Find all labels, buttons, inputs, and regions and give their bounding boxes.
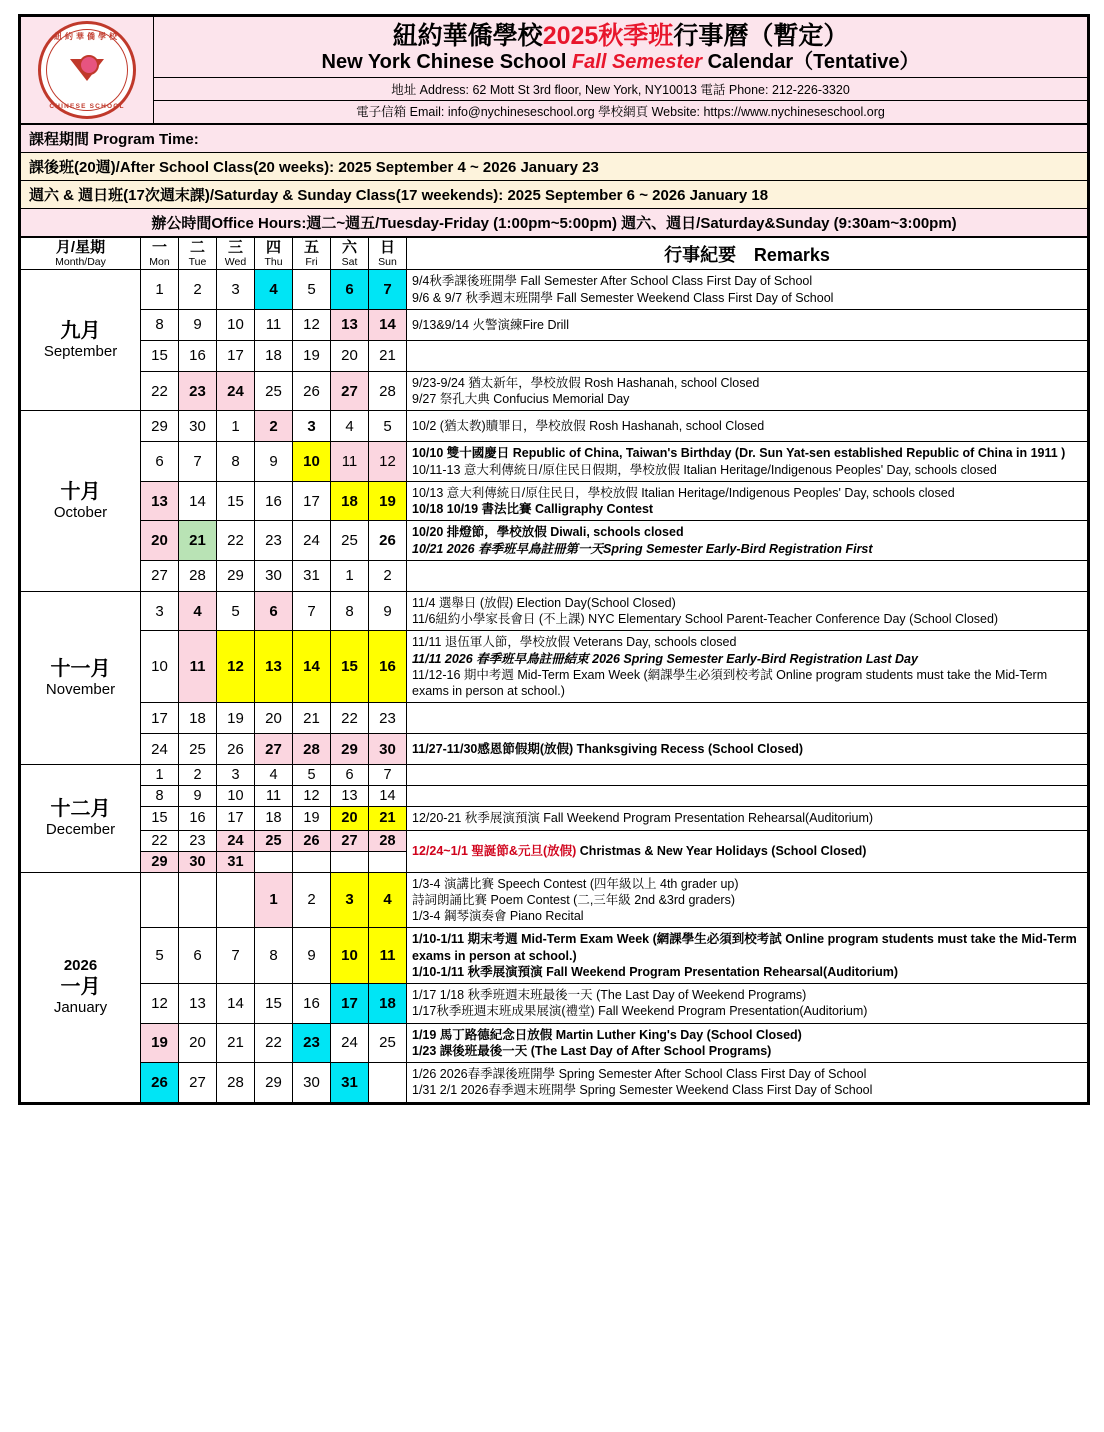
calendar-week-row [21,1023,1088,1063]
day-cell: 6 [255,591,293,631]
day-cell: 8 [331,591,369,631]
month-day-header-cn: 月/星期 [55,239,106,256]
remarks-cell: 9/4秋季課後班開學 Fall Semester After School Class First Day of School 9/6 & 9/7 秋季週末班開學 Fall Semester Weekend Class First Day of School [407,270,1088,310]
day-cell: 3 [331,872,369,928]
day-cell: 10 [293,442,331,482]
day-cell: 8 [255,928,293,984]
weekday-header-wed [217,238,255,270]
calendar-week-row [21,928,1088,984]
day-cell: 5 [141,928,179,984]
day-cell: 24 [293,521,331,561]
day-cell [217,872,255,928]
calendar-week-row [21,830,1088,851]
day-cell: 25 [369,1023,407,1063]
day-cell: 5 [369,411,407,442]
day-cell: 21 [369,807,407,830]
day-cell: 7 [369,765,407,786]
day-cell: 10 [217,786,255,807]
title-en-part2: Calendar（Tentative） [707,51,920,74]
day-cell: 6 [331,765,369,786]
day-cell: 15 [331,631,369,703]
title-cn-highlight: 2025秋季班 [542,21,674,50]
day-cell: 18 [369,984,407,1024]
calendar-week-row [21,765,1088,786]
day-cell: 2 [369,560,407,591]
day-cell: 12 [217,631,255,703]
seal-bottom-text: CHINESE SCHOOL [49,103,125,110]
calendar-head-row [21,238,1088,270]
remarks-cell: 10/2 (猶太教)贖罪日，學校放假 Rosh Hashanah, school Closed [407,411,1088,442]
seal-emblem-icon [70,53,104,87]
day-cell: 24 [331,1023,369,1063]
remarks-cell: 10/10 雙十國慶日 Republic of China, Taiwan's Birthday (Dr. Sun Yat-sen established Republic of China in 1911 ) 10/11-13 意大利傳統日/原住民日假期，學校放假 Italian Heritage/Indigenous Peoples' Day, schools closed [407,442,1088,482]
calendar-week-row [21,984,1088,1024]
day-cell: 13 [179,984,217,1024]
day-cell: 8 [141,309,179,340]
calendar-week-row [21,786,1088,807]
calendar-week-row [21,872,1088,928]
day-cell: 26 [369,521,407,561]
day-cell: 6 [331,270,369,310]
day-cell: 21 [369,340,407,371]
day-cell: 26 [217,734,255,765]
day-cell: 5 [293,270,331,310]
remarks-cell: 1/19 馬丁路德紀念日放假 Martin Luther King's Day (School Closed) 1/23 課後班最後一天 (The Last Day of After School Programs) [407,1023,1088,1063]
day-cell: 28 [179,560,217,591]
remarks-cell: 12/20-21 秋季展演預演 Fall Weekend Program Presentation Rehearsal(Auditorium) [407,807,1088,830]
day-cell: 19 [293,807,331,830]
weekday-en: Fri [305,256,318,269]
day-cell: 4 [369,872,407,928]
calendar-week-row [21,1063,1088,1103]
day-cell: 17 [217,340,255,371]
day-cell: 28 [217,1063,255,1103]
calendar-week-row [21,521,1088,561]
day-cell: 14 [217,984,255,1024]
day-cell: 12 [369,442,407,482]
day-cell: 27 [141,560,179,591]
month-day-header-en: Month/Day [55,256,106,269]
title-en-part1: New York Chinese School [321,51,567,74]
office-hours-line: 辦公時間Office Hours:週二~週五/Tuesday-Friday (1:00pm~5:00pm) 週六、週日/Saturday&Sunday (9:30am~3:00pm) [21,209,1088,237]
day-cell: 2 [179,765,217,786]
day-cell: 24 [217,830,255,851]
month-name-cn: 一月 [60,976,101,999]
day-cell: 15 [217,481,255,521]
day-cell: 27 [179,1063,217,1103]
remarks-cell: 10/13 意大利傳統日/原住民日，學校放假 Italian Heritage/Indigenous Peoples' Day, schools closed 10/18 10/19 書法比賽 Calligraphy Contest [407,481,1088,521]
day-cell: 28 [369,830,407,851]
weekday-en: Wed [224,256,247,269]
day-cell: 3 [293,411,331,442]
day-cell: 10 [217,309,255,340]
day-cell: 26 [141,1063,179,1103]
day-cell: 13 [141,481,179,521]
calendar-week-row [21,807,1088,830]
day-cell: 22 [331,703,369,734]
day-cell: 25 [331,521,369,561]
program-time-label: 課程期間 Program Time: [21,125,1088,153]
calendar-week-row [21,703,1088,734]
calendar-table [20,237,1088,1103]
day-cell: 23 [255,521,293,561]
day-cell: 15 [255,984,293,1024]
weekday-cn: 三 [227,239,243,256]
month-name-en: November [45,681,116,699]
title-cn-part1: 紐約華僑學校 [392,21,543,50]
day-cell: 12 [293,309,331,340]
day-cell: 11 [369,928,407,984]
weekday-en: Thu [264,256,283,269]
day-cell: 28 [369,371,407,411]
day-cell: 15 [141,340,179,371]
day-cell: 4 [179,591,217,631]
month-label-october [21,411,141,592]
day-cell: 1 [141,270,179,310]
day-cell [141,872,179,928]
remarks-cell [407,765,1088,786]
calendar-header-row [21,238,1088,270]
title-en-highlight: Fall Semester [571,51,703,74]
day-cell: 6 [179,928,217,984]
day-cell: 27 [331,371,369,411]
address-line: 地址 Address: 62 Mott St 3rd floor, New York, NY10013 電話 Phone: 212-226-3320 [154,78,1088,100]
remarks-cell: 9/23-9/24 猶太新年，學校放假 Rosh Hashanah, school Closed 9/27 祭孔大典 Confucius Memorial Day [407,371,1088,411]
day-cell: 16 [255,481,293,521]
calendar-week-row [21,371,1088,411]
day-cell: 16 [179,807,217,830]
day-cell: 26 [293,830,331,851]
day-cell: 9 [369,591,407,631]
seal-top-text: 紐約華僑學校 [54,32,120,41]
calendar-week-row [21,734,1088,765]
month-label-january [21,872,141,1102]
month-name-en: January [53,999,108,1017]
school-seal-logo [21,17,154,124]
month-label-september [21,270,141,411]
document-header [20,16,1088,124]
day-cell: 20 [331,340,369,371]
remarks-cell: 9/13&9/14 火警演練Fire Drill [407,309,1088,340]
remarks-cell: 1/10-1/11 期末考週 Mid-Term Exam Week (網課學生必須到校考試 Online program students must take the Mid-Term exams in person at school.) 1/10-1/11 秋季展演預演 Fall Weekend Program Presentation Rehearsal(Auditorium) [407,928,1088,984]
weekday-header-sat [331,238,369,270]
day-cell: 20 [179,1023,217,1063]
day-cell: 2 [179,270,217,310]
title-cn-part2: 行事曆（暫定） [673,21,849,50]
month-label-december [21,765,141,872]
weekday-header-thu [255,238,293,270]
day-cell: 7 [217,928,255,984]
day-cell: 2 [255,411,293,442]
day-cell: 21 [179,521,217,561]
day-cell: 21 [217,1023,255,1063]
day-cell: 23 [369,703,407,734]
day-cell: 20 [255,703,293,734]
day-cell: 18 [331,481,369,521]
remarks-header-cn: 行事紀要 [664,244,737,265]
day-cell: 19 [369,481,407,521]
weekday-cn: 四 [265,239,281,256]
remarks-header [407,238,1088,270]
day-cell: 1 [141,765,179,786]
weekend-class-line: 週六 & 週日班(17次週末課)/Saturday & Sunday Class(17 weekends): 2025 September 6 ~ 2026 January 18 [21,181,1088,209]
weekday-cn: 一 [151,239,167,256]
month-day-header [21,238,141,270]
day-cell: 29 [331,734,369,765]
weekday-cn: 六 [341,239,357,256]
day-cell: 17 [331,984,369,1024]
calendar-week-row [21,560,1088,591]
remarks-cell: 12/24~1/1 聖誕節&元旦(放假) Christmas & New Year Holidays (School Closed) [407,830,1088,872]
month-name-cn: 九月 [60,320,101,343]
day-cell: 14 [369,309,407,340]
day-cell: 5 [217,591,255,631]
month-label-november [21,591,141,765]
month-name-cn: 十月 [60,481,101,504]
day-cell: 3 [217,765,255,786]
day-cell: 24 [217,371,255,411]
day-cell: 23 [293,1023,331,1063]
remarks-cell: 1/3-4 演講比賽 Speech Contest (四年級以上 4th grader up) 詩詞朗誦比賽 Poem Contest (二,三年級 2nd &3rd graders) 1/3-4 鋼琴演奏會 Piano Recital [407,872,1088,928]
day-cell: 11 [179,631,217,703]
calendar-week-row [21,591,1088,631]
title-chinese [160,22,1081,51]
day-cell: 31 [331,1063,369,1103]
month-name-cn: 十二月 [50,798,111,821]
weekday-header-tue [179,238,217,270]
remarks-cell: 11/4 選舉日 (放假) Election Day(School Closed) 11/6紐約小學家長會日 (不上課) NYC Elementary School Parent-Teacher Conference Day (School Closed) [407,591,1088,631]
day-cell: 2 [293,872,331,928]
day-cell: 9 [293,928,331,984]
day-cell: 29 [141,411,179,442]
day-cell: 16 [369,631,407,703]
weekday-header-mon [141,238,179,270]
day-cell [255,851,293,872]
remarks-cell: 1/17 1/18 秋季班週末班最後一天 (The Last Day of Weekend Programs) 1/17秋季班週末班成果展演(禮堂) Fall Weekend Program Presentation(Auditorium) [407,984,1088,1024]
remarks-cell [407,786,1088,807]
day-cell: 30 [369,734,407,765]
day-cell: 10 [141,631,179,703]
day-cell: 18 [255,340,293,371]
day-cell: 16 [293,984,331,1024]
day-cell: 23 [179,371,217,411]
calendar-week-row [21,411,1088,442]
remarks-cell: 1/26 2026春季課後班開學 Spring Semester After School Class First Day of School 1/31 2/1 2026春季週末班開學 Spring Semester Weekend Class First Day of School [407,1063,1088,1103]
day-cell [369,1063,407,1103]
remarks-cell [407,340,1088,371]
day-cell: 8 [217,442,255,482]
day-cell: 25 [255,830,293,851]
day-cell: 24 [141,734,179,765]
day-cell: 10 [331,928,369,984]
day-cell: 28 [293,734,331,765]
weekday-en: Sun [378,256,397,269]
weekday-cn: 日 [379,239,395,256]
remarks-cell [407,560,1088,591]
day-cell: 4 [255,765,293,786]
program-time-block [20,124,1088,237]
remarks-header-en: Remarks [753,244,830,265]
remarks-cell: 11/27-11/30感恩節假期(放假) Thanksgiving Recess (School Closed) [407,734,1088,765]
day-cell: 11 [255,309,293,340]
weekday-en: Sat [341,256,358,269]
day-cell: 25 [255,371,293,411]
after-school-class-line: 課後班(20週)/After School Class(20 weeks): 2025 September 4 ~ 2026 January 23 [21,153,1088,181]
day-cell: 17 [293,481,331,521]
day-cell: 31 [217,851,255,872]
day-cell: 5 [293,765,331,786]
title-block [154,17,1088,78]
day-cell: 11 [331,442,369,482]
day-cell: 29 [141,851,179,872]
day-cell: 25 [179,734,217,765]
remarks-cell: 10/20 排燈節，學校放假 Diwali, schools closed 10/21 2026 春季班早鳥註冊第一天Spring Semester Early-Bird Registration First [407,521,1088,561]
day-cell: 27 [331,830,369,851]
day-cell: 19 [141,1023,179,1063]
weekday-cn: 二 [189,239,205,256]
day-cell: 30 [293,1063,331,1103]
day-cell: 1 [217,411,255,442]
weekday-en: Mon [149,256,170,269]
day-cell [179,872,217,928]
day-cell: 13 [331,309,369,340]
day-cell: 9 [179,786,217,807]
weekday-header-sun [369,238,407,270]
day-cell: 26 [293,371,331,411]
day-cell: 20 [331,807,369,830]
calendar-week-row [21,631,1088,703]
day-cell: 11 [255,786,293,807]
day-cell [369,851,407,872]
weekday-cn: 五 [303,239,319,256]
day-cell: 1 [331,560,369,591]
day-cell: 8 [141,786,179,807]
day-cell: 20 [141,521,179,561]
day-cell [293,851,331,872]
day-cell: 15 [141,807,179,830]
day-cell: 29 [255,1063,293,1103]
month-year: 2026 [63,956,98,974]
day-cell: 9 [255,442,293,482]
day-cell: 16 [179,340,217,371]
day-cell: 31 [293,560,331,591]
day-cell: 22 [255,1023,293,1063]
month-name-en: September [43,343,118,361]
day-cell: 13 [331,786,369,807]
day-cell: 30 [179,851,217,872]
day-cell: 9 [179,309,217,340]
calendar-week-row [21,270,1088,310]
day-cell: 7 [179,442,217,482]
calendar-document [18,14,1090,1105]
day-cell: 30 [179,411,217,442]
day-cell: 23 [179,830,217,851]
day-cell: 12 [141,984,179,1024]
day-cell: 27 [255,734,293,765]
day-cell: 18 [255,807,293,830]
seal-icon [38,21,136,119]
day-cell: 18 [179,703,217,734]
calendar-week-row [21,442,1088,482]
day-cell: 30 [255,560,293,591]
day-cell: 4 [331,411,369,442]
remarks-cell: 11/11 退伍軍人節，學校放假 Veterans Day, schools closed 11/11 2026 春季班早鳥註冊結束 2026 Spring Semester Early-Bird Registration Last Day 11/12-16 期中考週 Mid-Term Exam Week (網課學生必須到校考試 Online program students must take the Mid-Term exams in person at school.) [407,631,1088,703]
day-cell: 14 [293,631,331,703]
day-cell: 21 [293,703,331,734]
day-cell: 22 [141,371,179,411]
day-cell: 1 [255,872,293,928]
day-cell: 13 [255,631,293,703]
calendar-week-row [21,340,1088,371]
weekday-en: Tue [188,256,207,269]
day-cell: 19 [293,340,331,371]
month-name-en: October [53,504,108,522]
day-cell: 3 [141,591,179,631]
month-name-en: December [45,821,116,839]
day-cell: 6 [141,442,179,482]
day-cell: 22 [141,830,179,851]
email-website-line: 電子信箱 Email: info@nychineseschool.org 學校網頁 Website: https://www.nychineseschool.org [154,100,1088,124]
day-cell: 7 [293,591,331,631]
day-cell: 14 [179,481,217,521]
day-cell [331,851,369,872]
day-cell: 7 [369,270,407,310]
calendar-week-row [21,481,1088,521]
day-cell: 4 [255,270,293,310]
month-name-cn: 十一月 [50,658,111,681]
title-english [160,50,1081,74]
weekday-header-fri [293,238,331,270]
day-cell: 19 [217,703,255,734]
remarks-cell [407,703,1088,734]
calendar-body [21,270,1088,1102]
day-cell: 17 [141,703,179,734]
day-cell: 22 [217,521,255,561]
day-cell: 17 [217,807,255,830]
day-cell: 29 [217,560,255,591]
day-cell: 3 [217,270,255,310]
day-cell: 14 [369,786,407,807]
day-cell: 12 [293,786,331,807]
calendar-week-row [21,309,1088,340]
